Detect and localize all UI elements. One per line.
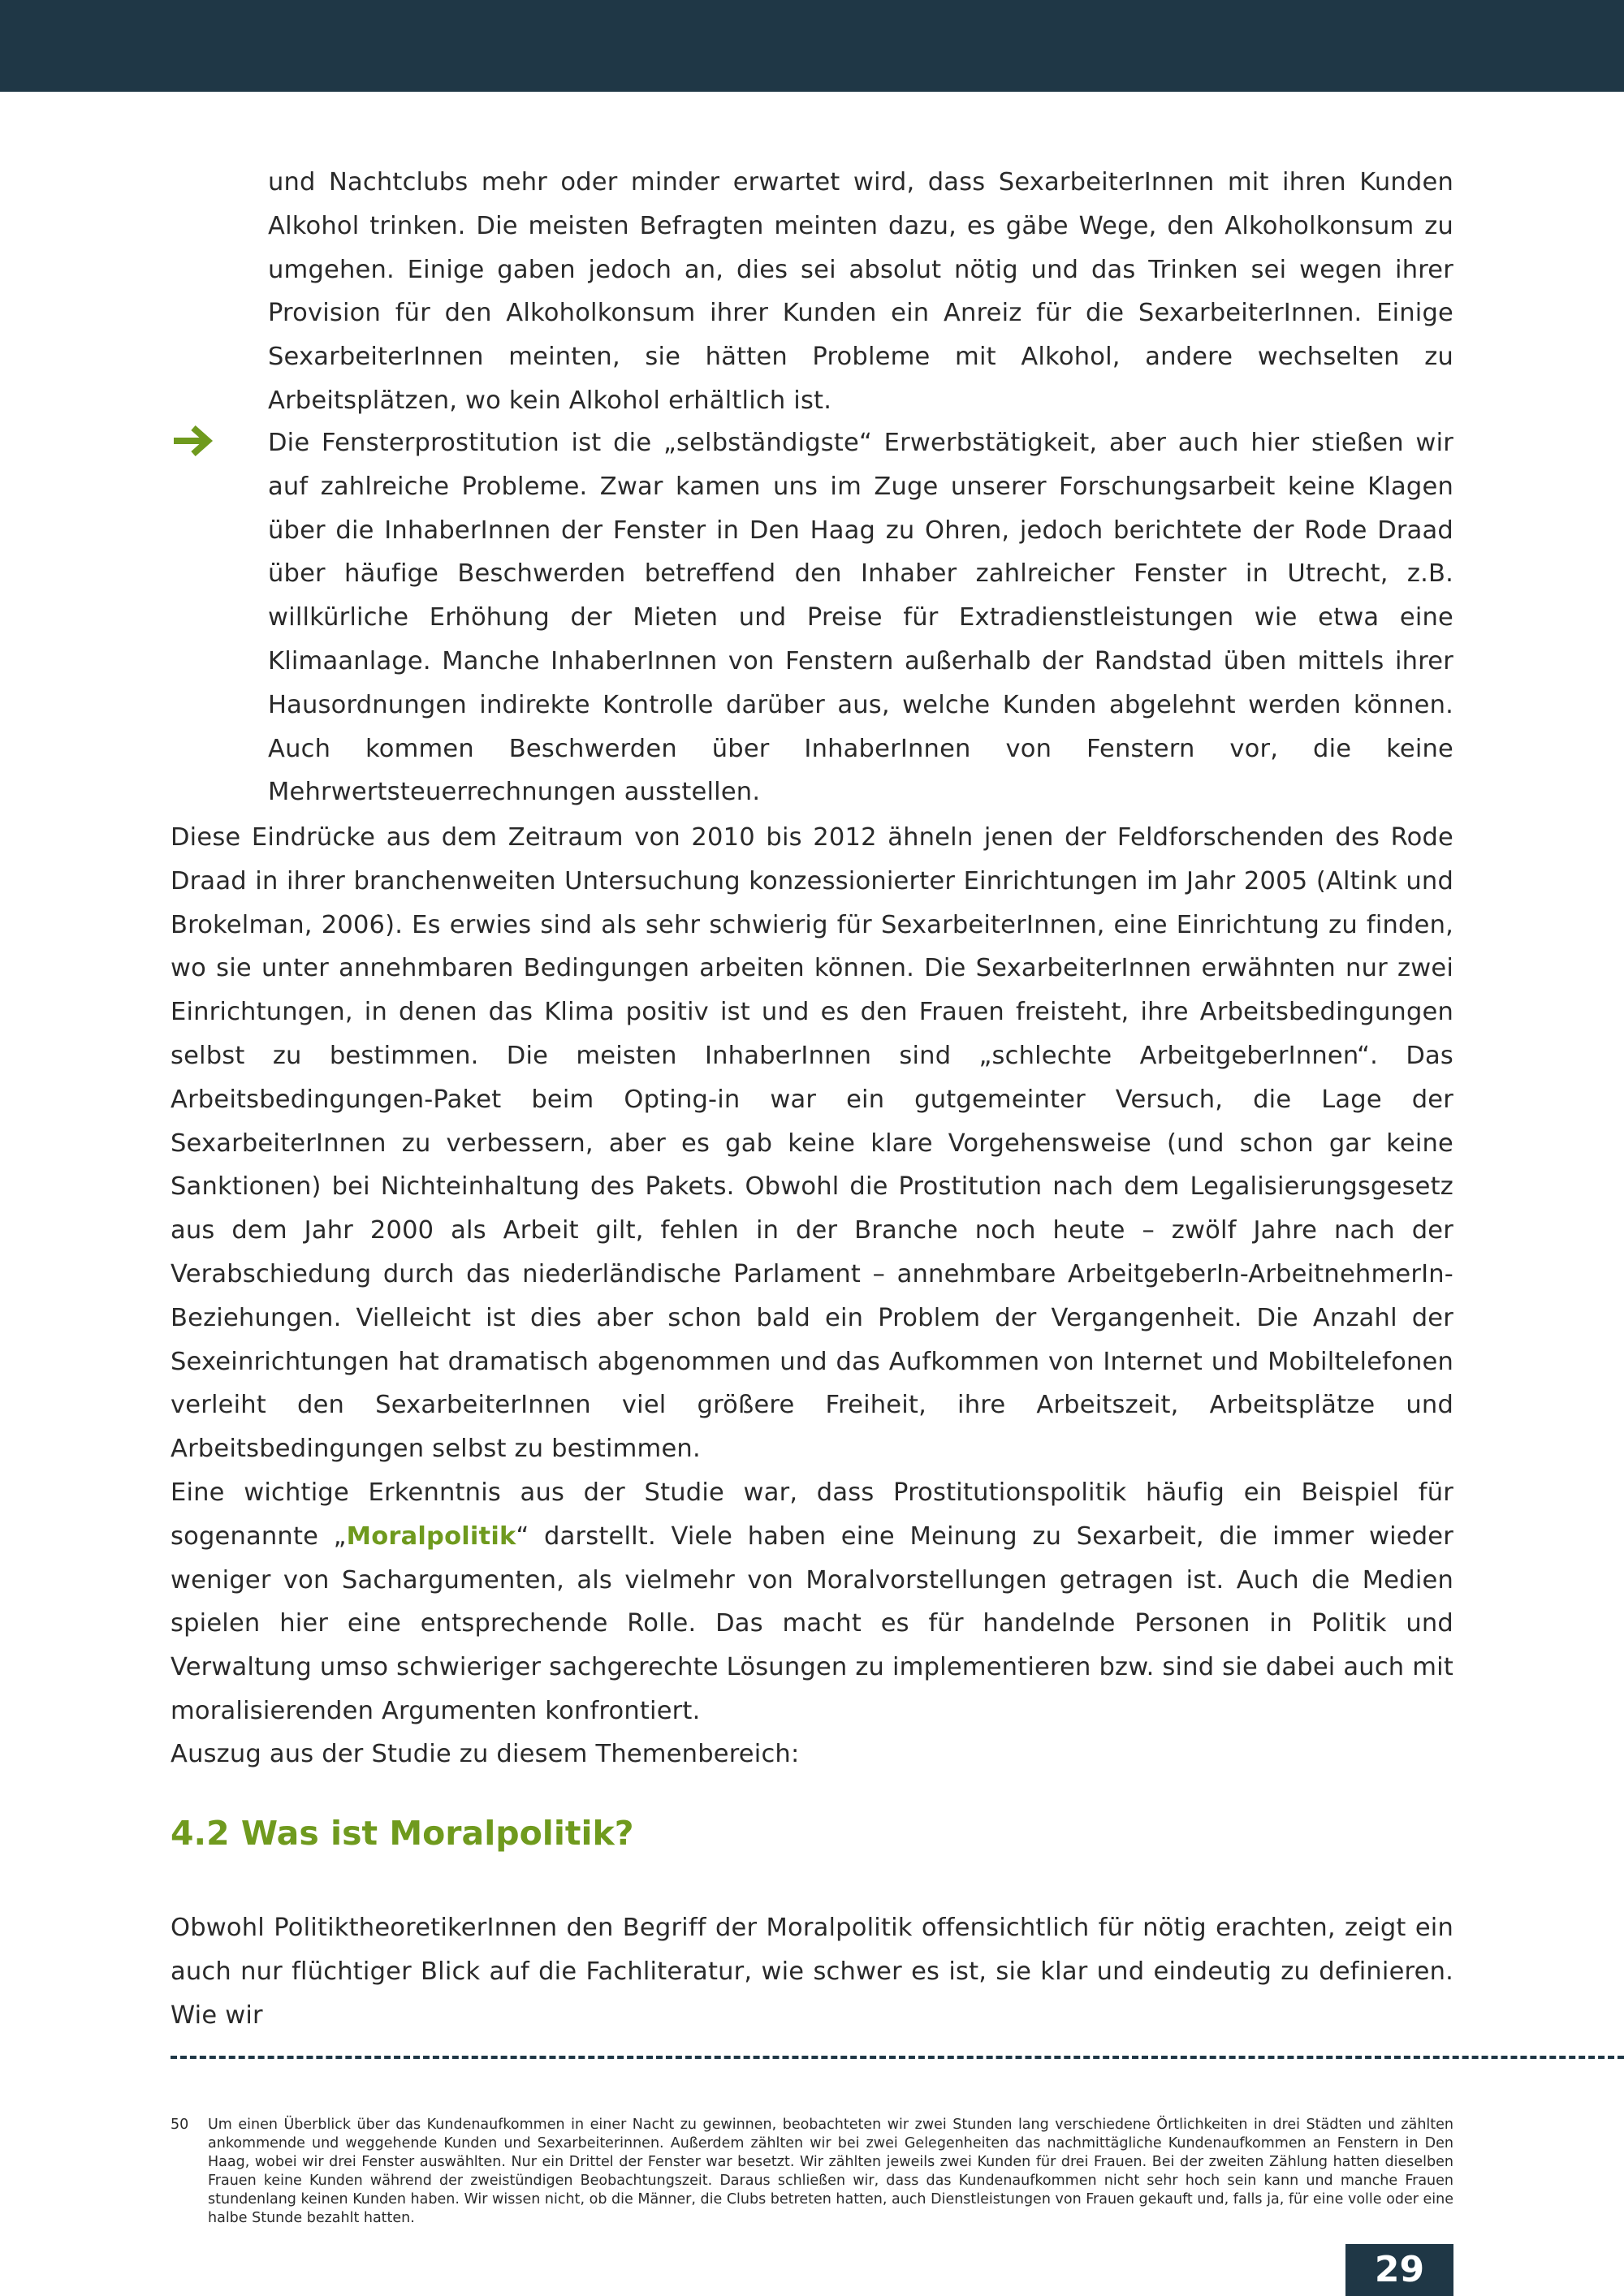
footnote-text: Um einen Überblick über das Kundenaufkommen in einer Nacht zu gewinnen, beobachteten wir zwei Stunden lang verschiedene Örtlichkeiten in drei Städten und zählten ankommende und weggehende Kunden und Sexarbeiterinnen. Außerdem zählten wir bei zwei Gelegenheiten das nachmittägliche Kundenaufkommen an Fenstern in Den Haag, wobei wir drei Fenster auswählten. Nur ein Drittel der Fenster war besetzt. Wir zählten jeweils zwei Kunden für drei Frauen. Bei der zweiten Zählung hatten dieselben Frauen keine Kunden während der zweistündigen Beobachtungszeit. Daraus schließen wir, dass das Kundenaufkommen nicht sehr hoch sein kann und manche Frauen stundenlang keinen Kunden haben. Wir wissen nicht, ob die Männer, die Clubs betreten hatten, auch Dienstleistungen von Frauen gekauft und, falls ja, für eine volle oder eine halbe Stunde bezahlt hatten. <box>208 2117 1453 2226</box>
right-arrow-icon <box>171 421 216 461</box>
paragraph-excerpt-intro: Auszug aus der Studie zu diesem Themenbereich: <box>171 1740 800 1768</box>
moralpolitik-highlight: Moralpolitik <box>346 1521 516 1551</box>
page-number: 29 <box>1374 2249 1425 2290</box>
footnote-divider <box>171 2056 1624 2059</box>
paragraph-moralpolitik-after: “ darstellt. Viele haben eine Meinung zu Sexarbeit, die immer wieder weniger von Sachargumenten, als vielmehr von Moralvorstellungen getragen ist. Auch die Medien spielen hier eine entsprechende Rolle. Das macht es für handelnde Personen in Politik und Verwaltung umso schwieriger sachgerechte Lösungen zu implementieren bzw. sind sie dabei auch mit moralisierenden Argumenten konfrontiert. <box>171 1521 1453 1725</box>
paragraph-politics-theory: Obwohl PolitiktheoretikerInnen den Begriff der Moralpolitik offensichtlich für nötig erachten, zeigt ein auch nur flüchtiger Blick auf die Fachliteratur, wie schwer es ist, sie klar und eindeutig zu definieren. Wie wir <box>171 1914 1453 2030</box>
paragraph-moralpolitik-before: Eine wichtige Erkenntnis aus der Studie war, dass Prostitutionspolitik häufig ein Beispiel für sogenannte „ <box>171 1478 1453 1551</box>
page-number-box <box>1345 2244 1453 2296</box>
paragraph-impressions: Diese Eindrücke aus dem Zeitraum von 2010 bis 2012 ähneln jenen der Feldforschenden des Rode Draad in ihrer branchenweiten Untersuchung konzessionierter Einrichtungen im Jahr 2005 (Altink und Brokelman, 2006). Es erwies sind als sehr schwierig für SexarbeiterInnen, eine Einrichtung zu finden, wo sie unter annehmbaren Bedingungen arbeiten können. Die SexarbeiterInnen erwähnten nur zwei Einrichtungen, in denen das Klima positiv ist und es den Frauen freisteht, ihre Arbeitsbedingungen selbst zu bestimmen. Die meisten InhaberInnen sind „schlechte ArbeitgeberInnen“. Das Arbeitsbedingungen-Paket beim Opting-in war ein gutgemeinter Versuch, die Lage der SexarbeiterInnen zu verbessern, aber es gab keine klare Vorgehensweise (und schon gar keine Sanktionen) bei Nichteinhaltung des Pakets. Obwohl die Prostitution nach dem Legalisierungsgesetz aus dem Jahr 2000 als Arbeit gilt, fehlen in der Branche noch heute – zwölf Jahre nach der Verabschiedung durch das niederländische Parlament – annehmbare ArbeitgeberIn-ArbeitnehmerIn-Beziehungen. Vielleicht ist dies aber schon bald ein Problem der Vergangenheit. Die Anzahl der Sexeinrichtungen hat dramatisch abgenommen und das Aufkommen von Internet und Mobiltelefonen verleiht den SexarbeiterInnen viel größere Freiheit, ihre Arbeitszeit, Arbeitsplätze und Arbeitsbedingungen selbst zu bestimmen. <box>171 823 1453 1464</box>
header-bar <box>0 0 1624 92</box>
paragraph-moralpolitik <box>171 1471 1453 1733</box>
footnote-number: 50 <box>171 2117 189 2133</box>
paragraph-window-prostitution: Die Fensterprostitution ist die „selbständigste“ Erwerbstätigkeit, aber auch hier stießen wir auf zahlreiche Probleme. Zwar kamen uns im Zuge unserer Forschungsarbeit keine Klagen über die InhaberInnen der Fenster in Den Haag zu Ohren, jedoch berichtete der Rode Draad über häufige Beschwerden betreffend den Inhaber zahlreicher Fenster in Utrecht, z.B. willkürliche Erhöhung der Mieten und Preise für Extradienstleistungen wie etwa eine Klimaanlage. Manche InhaberInnen von Fenstern außerhalb der Randstad üben mittels ihrer Hausordnungen indirekte Kontrolle darüber aus, welche Kunden abgelehnt werden können. Auch kommen Beschwerden über InhaberInnen von Fenstern vor, die keine Mehrwertsteuerrechnungen ausstellen. <box>268 429 1453 807</box>
paragraph-alcohol: und Nachtclubs mehr oder minder erwartet wird, dass SexarbeiterInnen mit ihren Kunden Alkohol trinken. Die meisten Befragten meinten dazu, es gäbe Wege, den Alkoholkonsum zu umgehen. Einige gaben jedoch an, dies sei absolut nötig und das Trinken sei wegen ihrer Provision für den Alkoholkonsum ihrer Kunden ein Anreiz für die SexarbeiterInnen. Einige SexarbeiterInnen meinten, sie hätten Probleme mit Alkohol, andere wechselten zu Arbeitsplätzen, wo kein Alkohol erhältlich ist. <box>268 168 1453 415</box>
section-heading: 4.2 Was ist Moralpolitik? <box>171 1814 634 1853</box>
